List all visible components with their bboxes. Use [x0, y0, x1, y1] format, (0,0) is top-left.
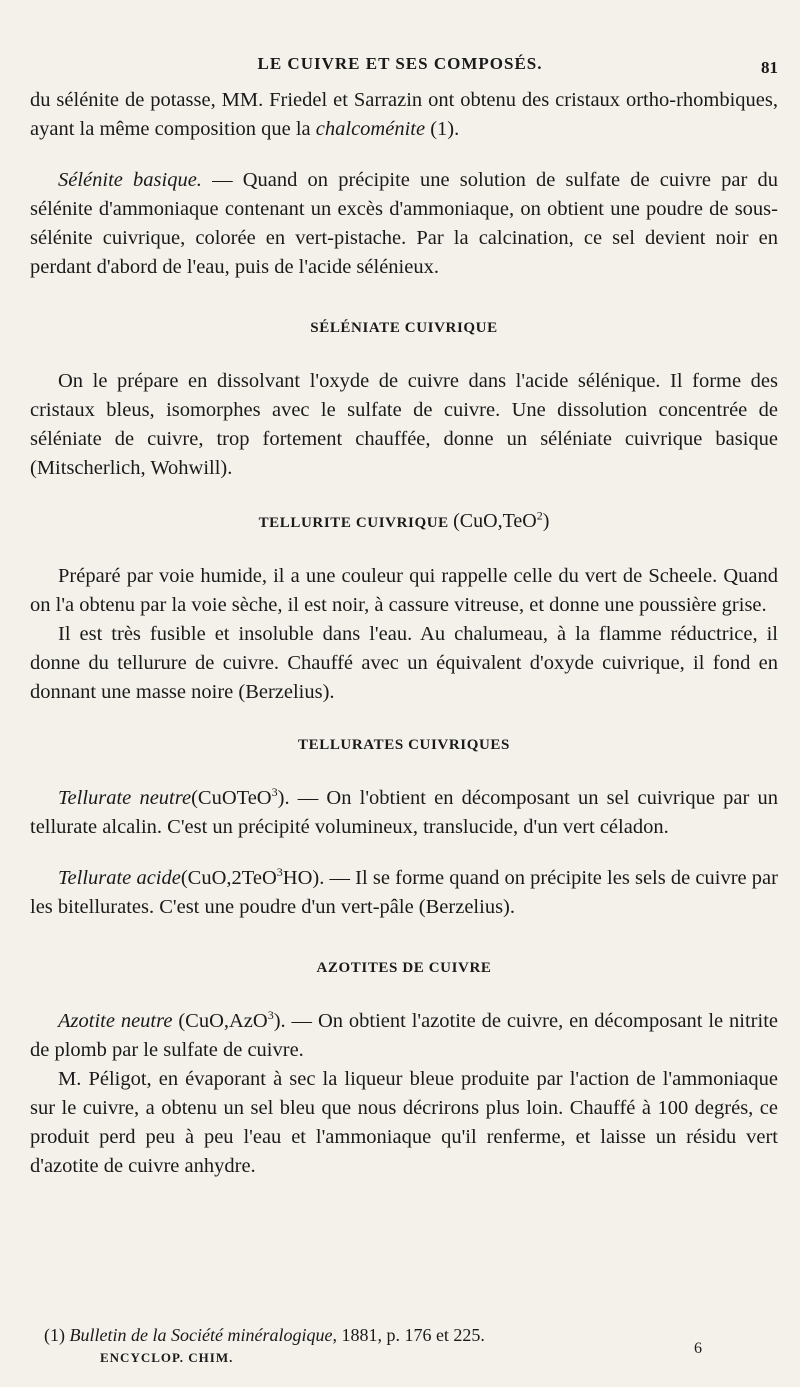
paragraph-tellurate-neutre: Tellurate neutre(CuOTeO$^3$). — On l'obtient en décomposant un sel cuivrique par un tellurate alcalin. C'est un précipité volumineux, translucide, d'un vert céladon. — [30, 785, 778, 838]
paragraph-peligot: M. Péligot, en évaporant à sec la liqueur bleue produite par l'action de l'ammoniaque sur le cuivre, a obtenu un sel bleu que nous décrirons plus loin. Chauffé à 100 degrés, ce produit perd peu à peu l'eau et l'ammoniaque qu'il renferme, et laisse un résidu vert d'azotite de cuivre anhydre. — [30, 1068, 778, 1177]
term-tellurate-acide: Tellurate acide — [58, 867, 181, 889]
running-title: LE CUIVRE ET SES COMPOSÉS. — [257, 54, 543, 73]
paragraph-azotite-neutre: Azotite neutre (CuO,AzO$^3$). — On obtient l'azotite de cuivre, en décomposant le nitrite de plomb par le sulfate de cuivre. — [30, 1008, 778, 1061]
term-selenite-basique: Sélénite basique. — [58, 169, 202, 191]
paragraph-continuation: du sélénite de potasse, MM. Friedel et Sarrazin ont obtenu des cristaux ortho-rhombiques, ayant la même composition que la chalcoménite (1). — [30, 89, 778, 140]
heading-tellurates: TELLURATES CUIVRIQUES — [298, 737, 510, 753]
paragraph-seleniate: On le prépare en dissolvant l'oxyde de cuivre dans l'acide sélénique. Il forme des cristaux bleus, isomorphes avec le sulfate de cuivre. Une dissolution concentrée de séléniate de cuivre, trop fortement chauffée, donne un séléniate cuivrique basique (Mitscherlich, Wohwill). — [30, 370, 778, 479]
footnote-source: Bulletin de la Société minéralogique — [69, 1325, 333, 1345]
paragraph-tellurate-acide: Tellurate acide(CuO,2TeO$^3$HO). — Il se forme quand on précipite les sels de cuivre par les bitellurates. C'est une poudre d'un vert-pâle (Berzelius). — [30, 865, 778, 918]
term-azotite-neutre: Azotite neutre — [58, 1010, 173, 1032]
sheet-number: 6 — [694, 1340, 702, 1357]
paragraph-selenite-basique: Sélénite basique. — Quand on précipite une solution de sulfate de cuivre par du sélénite d'ammoniaque contenant un excès d'ammoniaque, on obtient une poudre de sous-sélénite cuivrique, colorée en vert-pistache. Par la calcination, ce sel devient noir en perdant d'abord de l'eau, puis de l'acide sélénieux. — [30, 169, 779, 278]
paragraph-tellurite-2: Il est très fusible et insoluble dans l'eau. Au chalumeau, à la flamme réductrice, il donne du tellurure de cuivre. Chauffé avec un équivalent d'oxyde cuivrique, il fond en donnant une masse noire (Berzelius). — [30, 623, 778, 703]
heading-tellurite: TELLURITE CUIVRIQUE (CuO,TeO$^2$) — [258, 508, 550, 532]
heading-azotites: AZOTITES DE CUIVRE — [316, 960, 492, 976]
page-number: 81 — [761, 58, 778, 77]
term-chalcomenite: chalcoménite — [315, 118, 426, 140]
heading-seleniate: SÉLÉNIATE CUIVRIQUE — [310, 320, 498, 336]
page-body — [30, 86, 778, 1181]
footnote: (1) Bulletin de la Société minéralogique, 1881, p. 176 et 225. — [44, 1325, 485, 1345]
signature-mark: ENCYCLOP. CHIM. — [100, 1350, 234, 1365]
term-tellurate-neutre: Tellurate neutre — [58, 787, 192, 809]
paragraph-tellurite-1: Préparé par voie humide, il a une couleur qui rappelle celle du vert de Scheele. Quand on l'a obtenu par la voie sèche, il est noir, à cassure vitreuse, et donne une poussière grise. — [30, 565, 778, 616]
